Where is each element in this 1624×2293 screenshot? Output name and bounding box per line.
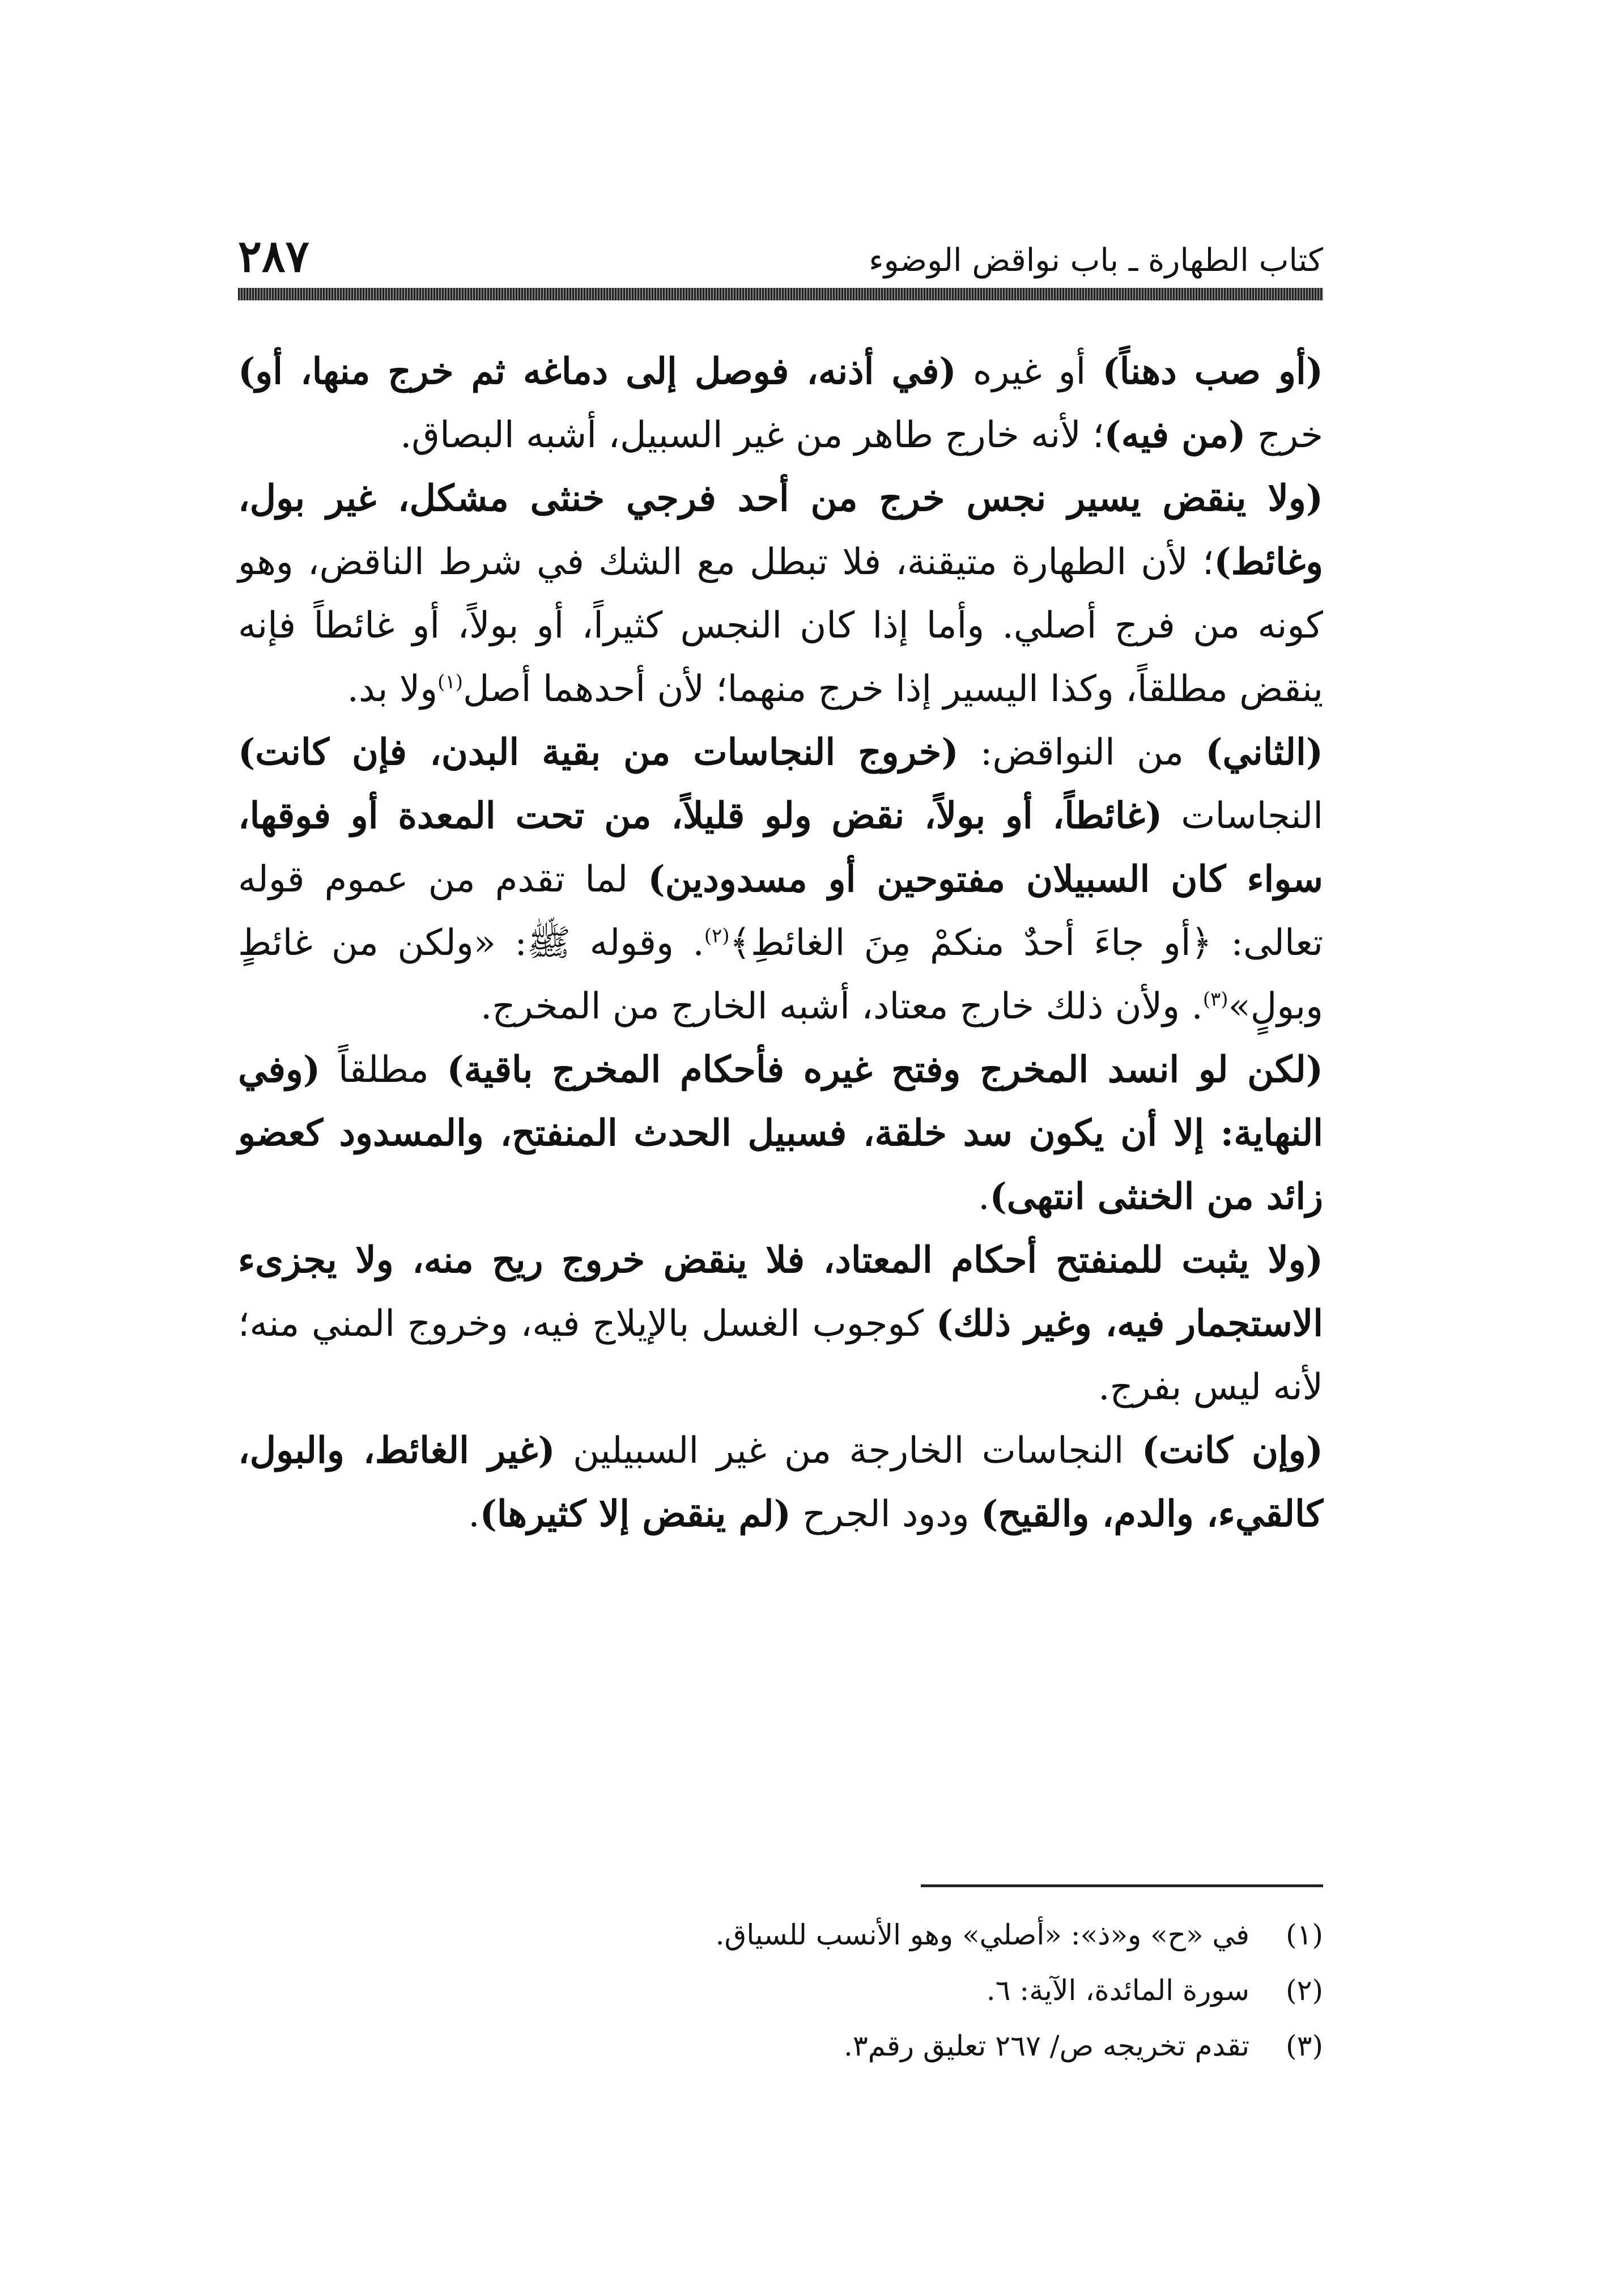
footnote-number: (١): [1286, 1918, 1323, 1951]
matn-text: (في أذنه، فوصل إلى دماغه ثم خرج منها، أو): [238, 350, 956, 393]
footnote-text: تقدم تخريجه ص/ ٢٦٧ تعليق رقم٣.: [843, 2029, 1249, 2062]
running-title: كتاب الطهارة ـ باب نواقض الوضوء: [869, 242, 1323, 279]
page-header: [238, 227, 1323, 283]
sharh-text: النجاسات الخارجة من غير السبيلين: [555, 1430, 1142, 1472]
header-rule: [238, 288, 1323, 300]
footnote-text: سورة المائدة، الآية: ٦.: [986, 1974, 1249, 2007]
footnote-1: [510, 1907, 1323, 1963]
sharh-text: من النواقض:: [958, 732, 1206, 774]
footnote-3: [510, 2018, 1323, 2074]
matn-text: (لكن لو انسد المخرج وفتح غيره فأحكام المخرج باقية): [447, 1048, 1324, 1091]
footnote-number: (٣): [1286, 2029, 1323, 2062]
footnotes: [510, 1907, 1323, 2074]
sharh-text: ؛ لأنه خارج طاهر من غير السبيل، أشبه البصاق.: [400, 414, 1104, 456]
paragraph-5: [238, 1229, 1323, 1419]
matn-text: (الثاني): [1205, 731, 1324, 774]
matn-text: (خروج النجاسات من بقية البدن، فإن كانت): [238, 731, 959, 774]
footnote-number: (٢): [1286, 1974, 1323, 2007]
sharh-text: ؛ لأن الطهارة متيقنة، فلا تبطل مع الشك في شرط الناقض، وهو كونه من فرج أصلي. وأما إذا كان النجس كثيراً، أو بولاً، أو غائطاً فإنه ينقض مطلقاً، وكذا اليسير إذا خرج منهما؛ لأن أحدهما أصل: [238, 541, 1323, 710]
sharh-text: أو غيره: [956, 351, 1103, 393]
matn-text: (وفي النهاية: إلا أن يكون سد خلقة، فسبيل الحدث المنفتح، والمسدود كعضو زائد من الخنثى انتهى): [238, 1048, 1323, 1218]
matn-text: (غير الغائط، والبول، كالقيء، والدم، والقيح): [238, 1429, 1323, 1535]
paragraph-3: [238, 721, 1323, 1038]
footnote-ref[interactable]: (٣): [1202, 988, 1228, 1011]
sharh-text: مطلقاً: [320, 1049, 447, 1091]
sharh-text: . وقوله ﷺ: «ولكن من غائطٍ وبولٍ»: [238, 922, 1323, 1027]
matn-text: (من فيه): [1104, 414, 1246, 456]
sharh-text: . ولأن ذلك خارج معتاد، أشبه الخارج من المخرج.: [481, 986, 1203, 1027]
sharh-text: خرج: [1245, 414, 1323, 456]
sharh-text: ولا بد.: [347, 668, 438, 710]
sharh-text: النجاسات: [1162, 795, 1324, 837]
footnote-text: في «ح» و«ذ»: «أصلي» وهو الأنسب للسياق.: [715, 1918, 1249, 1951]
sharh-text: .: [468, 1493, 480, 1535]
matn-text: (ولا يثبت للمنفتح أحكام المعتاد، فلا ينقض خروج ريح منه، ولا يجزىء الاستجمار فيه، وغير ذلك): [238, 1239, 1324, 1345]
footnote-2: [510, 1963, 1323, 2018]
matn-text: (لم ينقض إلا كثيرها): [479, 1493, 791, 1535]
footnote-ref[interactable]: (١): [437, 670, 463, 694]
paragraph-6: [238, 1419, 1323, 1546]
footnote-rule: [921, 1884, 1323, 1887]
matn-text: (غائطاً، أو بولاً، نقض ولو قليلاً، من تحت المعدة أو فوقها، سواء كان السبيلان مفتوحين أو مسدودين): [238, 795, 1323, 901]
matn-text: (أو صب دهناً): [1102, 350, 1324, 393]
footnote-ref[interactable]: (٢): [704, 924, 730, 948]
paragraph-2: [238, 467, 1323, 721]
sharh-text: كوجوب الغسل بالإيلاج فيه، وخروج المني منه؛ لأنه ليس بفرج.: [238, 1303, 1323, 1408]
page-number: ٢٨٧: [238, 231, 309, 282]
matn-text: (وإن كانت): [1141, 1429, 1323, 1472]
main-text: [238, 340, 1323, 1546]
sharh-text: .: [978, 1176, 990, 1218]
matn-text: (ولا ينقض يسير نجس خرج من أحد فرجي خنثى مشكل، غير بول، وغائط): [238, 477, 1324, 583]
paragraph-4: [238, 1038, 1323, 1229]
paragraph-1: [238, 340, 1323, 467]
sharh-text: لما تقدم من عموم قوله تعالى: ﴿أو جاءَ أحدٌ منكمْ مِنَ الغائطِ﴾: [238, 859, 1324, 964]
sharh-text: ودود الجرح: [790, 1493, 981, 1535]
